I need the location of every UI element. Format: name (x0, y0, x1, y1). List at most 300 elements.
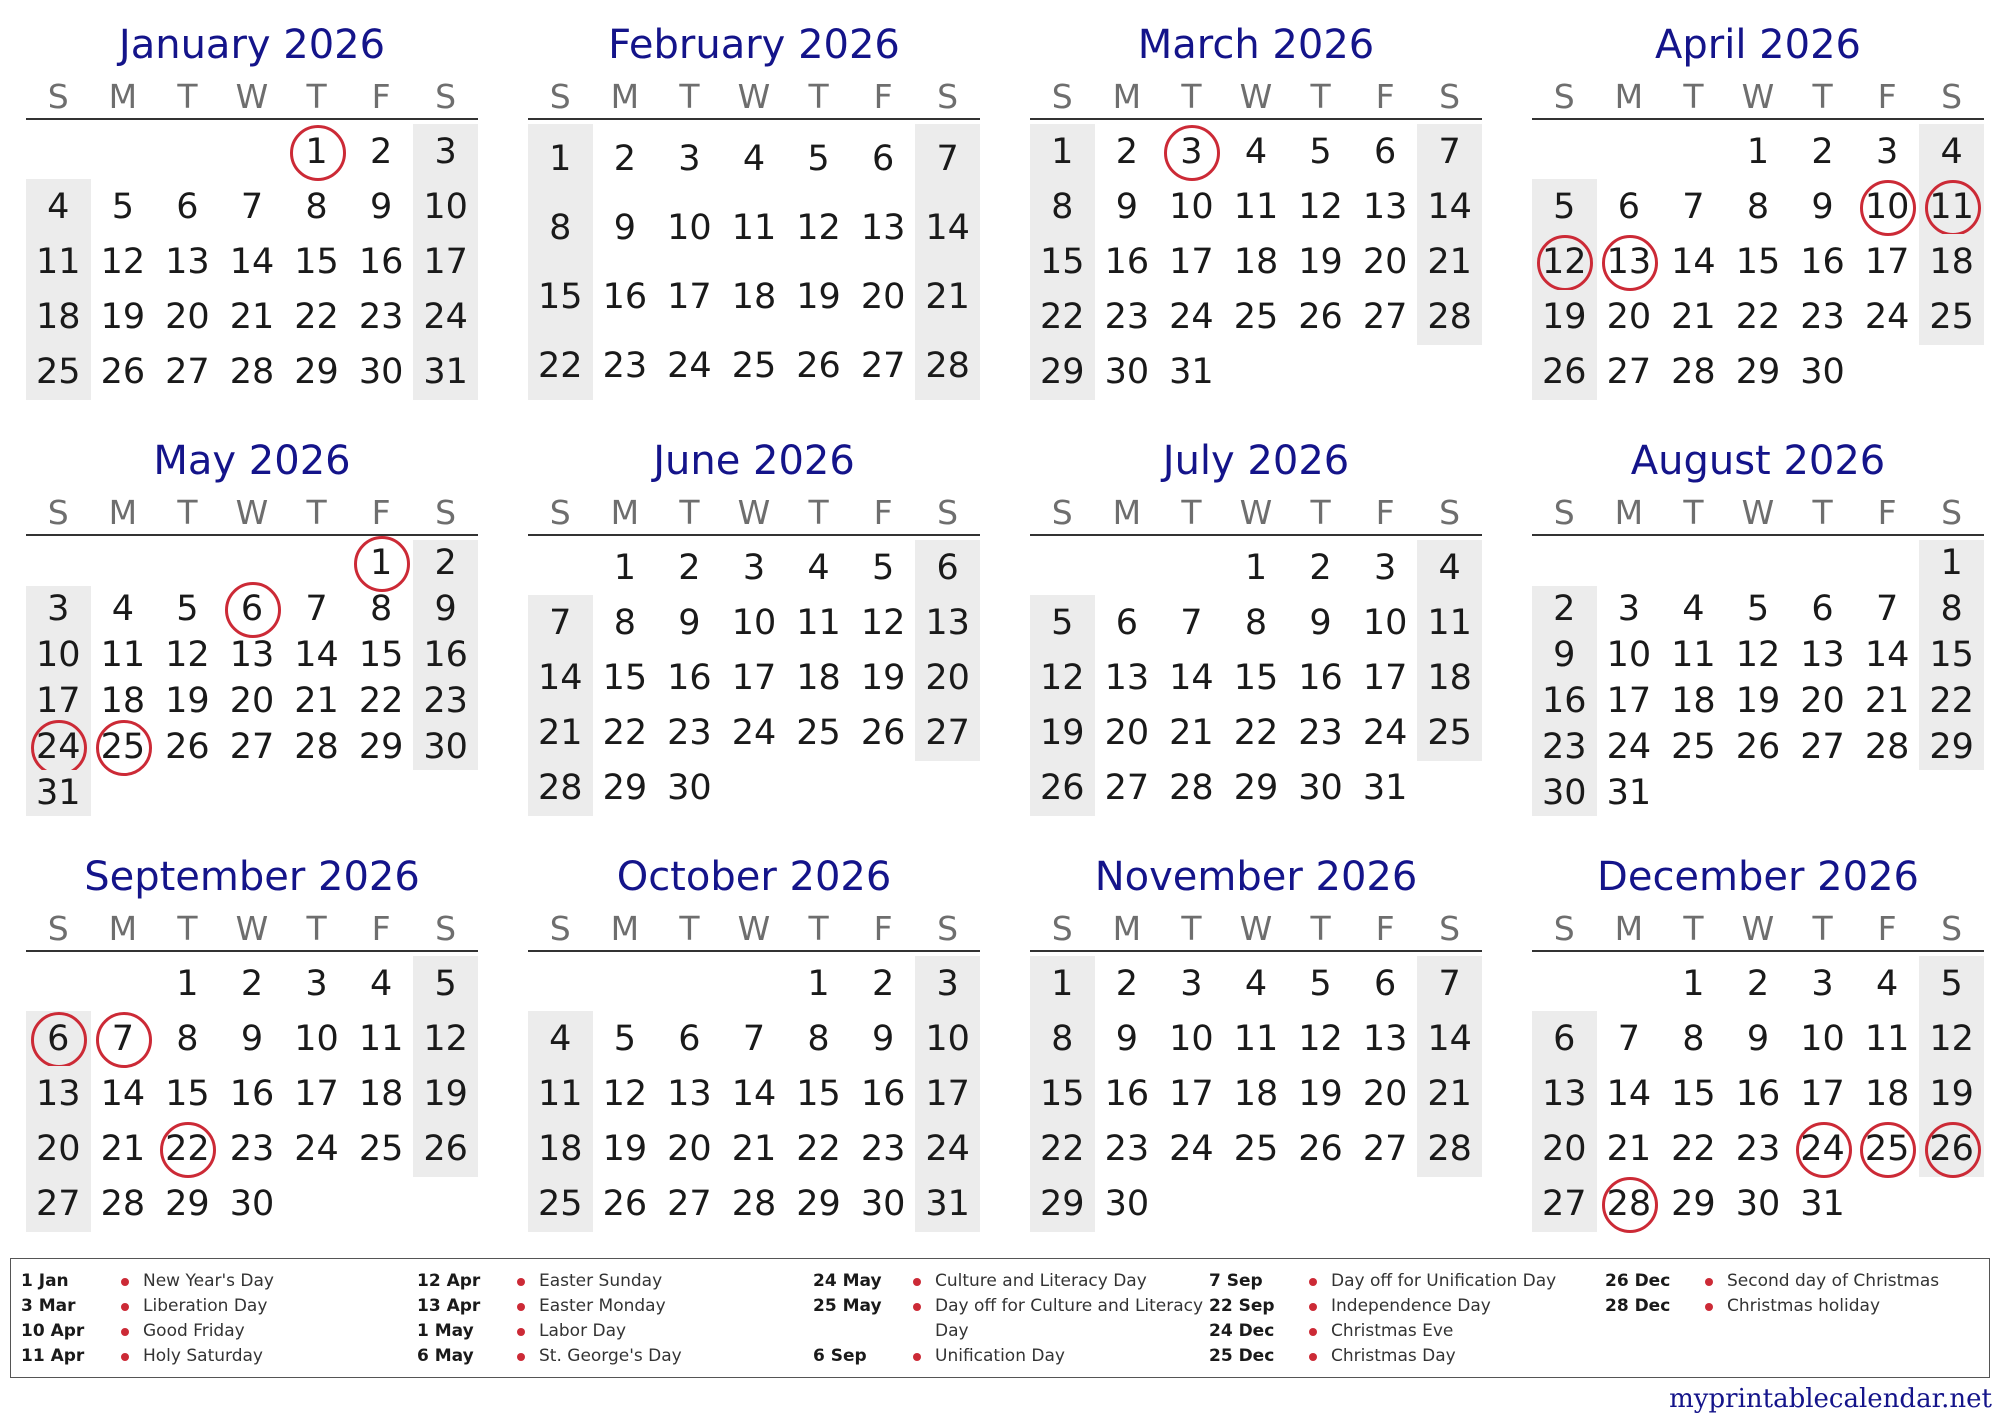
week-row (528, 761, 980, 816)
month-calendar (1030, 12, 1482, 428)
day-cell (1726, 770, 1791, 816)
weekday-label: F (1877, 909, 1897, 948)
week-row (26, 124, 478, 179)
day-cell: 11 (528, 1066, 593, 1121)
day-cell (851, 761, 916, 816)
day-cell: 29 (165, 1184, 210, 1225)
weekday-label: W (1741, 909, 1775, 948)
day-cell: 21 (100, 1129, 146, 1170)
day-cell: 27 (1532, 1177, 1597, 1232)
day-cell: 21 (528, 706, 593, 761)
day-cell: 17 (26, 678, 91, 724)
weekday-label: F (873, 77, 893, 116)
day-cell: 29 (1671, 1184, 1716, 1225)
holiday-dot-icon (913, 1353, 921, 1361)
weekday-label: T (1683, 909, 1704, 948)
week-row (26, 179, 478, 234)
day-cell: 19 (1298, 1074, 1343, 1114)
day-cell: 25 (1233, 297, 1279, 338)
day-cell (1532, 540, 1597, 586)
weekday-label: S (549, 77, 571, 116)
day-cell: 4 (807, 547, 830, 588)
legend-item (21, 1344, 417, 1369)
day-cell: 6 (1532, 1011, 1597, 1066)
day-cell (26, 124, 91, 179)
day-cell (284, 770, 349, 816)
legend-column (1605, 1269, 2000, 1377)
day-cell: 18 (26, 290, 91, 345)
day-cell: 2 (1115, 963, 1138, 1004)
weekday-label: T (306, 493, 327, 532)
day-cell: 21 (1606, 1129, 1652, 1170)
day-cell: 10 (1362, 602, 1408, 643)
holiday-name: Day off for Culture and Literacy Day (935, 1296, 1204, 1341)
day-cell: 18 (796, 658, 841, 698)
day-cell: 6 (1373, 131, 1397, 172)
week-row (528, 262, 980, 331)
day-cell: 30 (1532, 770, 1597, 816)
day-cell: 5 (871, 547, 895, 588)
day-cell: 21 (1169, 713, 1214, 754)
day-cell: 1 (176, 963, 199, 1004)
week-row (26, 956, 478, 1011)
day-cell: 13 (1362, 186, 1408, 227)
day-cell: 16 (413, 632, 478, 678)
day-cell (1919, 770, 1984, 816)
day-cell: 12 (1298, 186, 1343, 227)
legend-item (813, 1269, 1209, 1294)
day-cell: 24 (1362, 713, 1408, 754)
day-cell (1224, 345, 1289, 400)
day-cell (91, 770, 156, 816)
day-cell: 9 (1115, 186, 1138, 227)
day-cell: 24 (1606, 727, 1652, 767)
day-cell: 10 (294, 1018, 339, 1059)
holiday-day-cell: 22 (155, 1122, 220, 1177)
day-cell: 7 (1417, 124, 1482, 179)
day-cell: 20 (229, 681, 275, 721)
day-cell: 24 (1864, 297, 1910, 338)
day-cell: 16 (860, 1074, 906, 1114)
weeks-body (528, 956, 980, 1232)
day-cell: 7 (240, 186, 264, 227)
holiday-dot-icon (517, 1353, 525, 1361)
day-cell: 19 (165, 681, 210, 721)
day-cell (1661, 770, 1726, 816)
day-cell: 3 (1180, 963, 1203, 1004)
holiday-date: 24 Dec (1209, 1321, 1275, 1341)
holiday-name: Christmas Day (1331, 1346, 1456, 1366)
day-cell: 11 (100, 635, 146, 675)
month-calendar (1030, 844, 1482, 1260)
day-cell: 11 (358, 1018, 404, 1059)
day-cell: 4 (1417, 540, 1482, 595)
legend-item (813, 1344, 1209, 1369)
day-cell: 12 (100, 242, 146, 282)
day-cell: 8 (613, 602, 636, 643)
holiday-dot-icon (913, 1278, 921, 1286)
week-row (1030, 540, 1482, 595)
weekday-header (26, 78, 478, 120)
day-cell: 3 (742, 547, 766, 588)
day-cell: 27 (1362, 1129, 1408, 1170)
day-cell: 21 (229, 297, 275, 338)
holiday-day-cell: 28 (1597, 1177, 1662, 1232)
week-row (1030, 1011, 1482, 1066)
legend-column (21, 1269, 417, 1377)
month-calendar (1532, 428, 1984, 844)
day-cell: 15 (1233, 658, 1279, 698)
day-cell: 7 (1617, 1018, 1640, 1059)
day-cell: 23 (1104, 297, 1150, 338)
day-cell: 28 (1864, 727, 1910, 767)
weekday-label: T (306, 909, 327, 948)
day-cell: 29 (1919, 724, 1984, 770)
day-cell: 28 (1417, 1122, 1482, 1177)
day-cell (1532, 124, 1597, 179)
week-row (528, 193, 980, 262)
day-cell: 2 (1811, 131, 1834, 172)
weekday-header (1030, 494, 1482, 536)
legend-item (417, 1319, 813, 1344)
day-cell: 11 (796, 602, 841, 643)
day-cell (1855, 1177, 1920, 1232)
day-cell: 31 (1362, 768, 1408, 809)
week-row (26, 345, 478, 400)
month-title: February 2026 (608, 22, 900, 68)
week-row (528, 331, 980, 400)
day-cell: 23 (413, 678, 478, 724)
day-cell: 9 (678, 602, 701, 643)
day-cell: 7 (1875, 589, 1899, 629)
day-cell (1597, 956, 1662, 1011)
day-cell: 1 (1919, 540, 1984, 586)
day-cell: 2 (871, 963, 895, 1004)
day-cell: 25 (1417, 706, 1482, 761)
day-cell (1417, 761, 1482, 816)
day-cell: 16 (602, 276, 648, 317)
day-cell (1855, 540, 1920, 586)
day-cell: 1 (1030, 124, 1095, 179)
week-row (1030, 650, 1482, 705)
weekday-label: F (371, 493, 391, 532)
weekday-label: W (235, 493, 269, 532)
weekday-label: T (1812, 909, 1833, 948)
holiday-dot-icon (121, 1278, 129, 1286)
day-cell: 1 (528, 124, 593, 193)
day-cell: 18 (358, 1074, 404, 1114)
day-cell (1661, 124, 1726, 179)
day-cell: 21 (1417, 234, 1482, 289)
holiday-day-cell: 7 (91, 1011, 156, 1066)
day-cell: 4 (1244, 131, 1268, 172)
weekday-header (1532, 494, 1984, 536)
day-cell: 27 (26, 1177, 91, 1232)
day-cell: 28 (1671, 352, 1716, 393)
day-cell (528, 956, 593, 1011)
day-cell: 27 (1362, 297, 1408, 338)
month-calendar (1532, 844, 1984, 1260)
day-cell: 3 (1811, 963, 1834, 1004)
day-cell: 25 (1233, 1129, 1279, 1170)
day-cell: 20 (667, 1129, 712, 1170)
day-cell: 26 (413, 1122, 478, 1177)
weekday-label: M (610, 493, 640, 532)
weekday-header (1532, 910, 1984, 952)
weekday-label: S (47, 493, 69, 532)
day-cell: 13 (915, 595, 980, 650)
day-cell: 7 (1417, 956, 1482, 1011)
weeks-body (1532, 540, 1984, 816)
weekday-label: T (808, 909, 829, 948)
weekday-label: M (108, 909, 138, 948)
day-cell: 12 (860, 602, 906, 643)
day-cell: 8 (1746, 186, 1770, 227)
day-cell: 25 (1671, 727, 1716, 767)
day-cell: 12 (1735, 635, 1781, 675)
week-row (1532, 1122, 1984, 1177)
holiday-day-cell: 24 (26, 724, 91, 770)
week-row (528, 956, 980, 1011)
weekday-label: S (1051, 77, 1073, 116)
month-calendar (528, 12, 980, 428)
legend-item (417, 1344, 813, 1369)
day-cell: 30 (1298, 768, 1343, 809)
holiday-day-cell: 1 (284, 124, 349, 179)
day-cell: 17 (1362, 658, 1408, 698)
day-cell: 20 (26, 1122, 91, 1177)
day-cell: 9 (1746, 1018, 1770, 1059)
day-cell: 22 (528, 331, 593, 400)
day-cell: 15 (796, 1074, 841, 1114)
weekday-label: W (235, 909, 269, 948)
weekday-label: S (1553, 493, 1575, 532)
day-cell: 22 (602, 713, 648, 754)
day-cell: 9 (1309, 602, 1332, 643)
day-cell: 20 (1104, 713, 1150, 754)
day-cell: 28 (294, 727, 339, 767)
day-cell: 4 (1682, 589, 1705, 629)
holiday-name: Easter Monday (539, 1296, 666, 1316)
month-title: December 2026 (1597, 854, 1919, 900)
day-cell: 18 (731, 276, 777, 317)
weeks-body (1532, 956, 1984, 1232)
week-row (1030, 234, 1482, 289)
day-cell: 16 (229, 1074, 275, 1114)
weekday-label: F (1375, 77, 1395, 116)
weekday-label: F (873, 493, 893, 532)
legend-item (21, 1319, 417, 1344)
day-cell (528, 540, 593, 595)
day-cell: 20 (1362, 242, 1408, 282)
day-cell: 28 (915, 331, 980, 400)
holiday-date: 26 Dec (1605, 1271, 1671, 1291)
week-row (26, 290, 478, 345)
day-cell (284, 1177, 349, 1232)
day-cell: 1 (807, 963, 830, 1004)
site-brand: myprintablecalendar.net (1669, 1384, 1992, 1414)
day-cell: 30 (358, 352, 404, 393)
week-row (1532, 1011, 1984, 1066)
weekday-label: T (1683, 77, 1704, 116)
day-cell: 27 (860, 345, 906, 386)
day-cell: 21 (294, 681, 339, 721)
day-cell: 11 (1233, 186, 1279, 227)
weekday-label: M (1614, 77, 1644, 116)
day-cell: 25 (358, 1129, 404, 1170)
day-cell: 8 (1682, 1018, 1705, 1059)
day-cell (1532, 956, 1597, 1011)
day-cell (1288, 345, 1353, 400)
holiday-day-cell: 24 (1790, 1122, 1855, 1177)
day-cell (1661, 540, 1726, 586)
holiday-date: 1 Jan (21, 1271, 69, 1291)
day-cell: 26 (860, 713, 906, 754)
day-cell: 5 (1919, 956, 1984, 1011)
weekday-header (26, 494, 478, 536)
day-cell: 5 (613, 1018, 636, 1059)
day-cell: 17 (915, 1066, 980, 1121)
weekday-label: W (1239, 77, 1273, 116)
holiday-dot-icon (121, 1353, 129, 1361)
day-cell: 6 (871, 138, 895, 179)
day-cell: 29 (358, 727, 404, 767)
weekday-label: W (1239, 909, 1273, 948)
day-cell: 12 (1298, 1018, 1343, 1059)
day-cell: 29 (602, 768, 648, 809)
weekday-label: T (306, 77, 327, 116)
day-cell: 2 (369, 131, 393, 172)
day-cell: 25 (528, 1177, 593, 1232)
day-cell: 10 (731, 602, 777, 643)
legend-item (1209, 1319, 1605, 1344)
holiday-dot-icon (1705, 1303, 1713, 1311)
weekday-label: S (435, 77, 457, 116)
day-cell: 15 (1671, 1074, 1716, 1114)
day-cell: 18 (1417, 650, 1482, 705)
day-cell: 8 (528, 193, 593, 262)
day-cell (349, 770, 414, 816)
day-cell: 3 (678, 138, 701, 179)
holiday-dot-icon (121, 1303, 129, 1311)
weekday-label: F (1375, 909, 1395, 948)
day-cell: 7 (1180, 602, 1203, 643)
week-row (26, 724, 478, 770)
day-cell: 4 (1244, 963, 1268, 1004)
day-cell: 13 (229, 635, 275, 675)
day-cell (1919, 345, 1984, 400)
day-cell (1417, 345, 1482, 400)
month-title: January 2026 (118, 22, 386, 68)
day-cell: 27 (1800, 727, 1845, 767)
day-cell: 6 (678, 1018, 701, 1059)
day-cell: 15 (358, 635, 404, 675)
day-cell: 2 (413, 540, 478, 586)
month-calendar (1030, 428, 1482, 844)
weekday-label: T (1181, 909, 1202, 948)
holiday-date: 10 Apr (21, 1321, 85, 1341)
day-cell (1919, 1177, 1984, 1232)
month-title: June 2026 (653, 438, 855, 484)
day-cell: 15 (528, 262, 593, 331)
day-cell: 17 (294, 1074, 339, 1114)
weekday-label: M (1614, 493, 1644, 532)
month-title: November 2026 (1094, 854, 1418, 900)
week-row (1532, 540, 1984, 586)
weekday-label: S (47, 77, 69, 116)
day-cell (91, 124, 156, 179)
week-row (26, 586, 478, 632)
day-cell: 23 (1104, 1129, 1150, 1170)
weekday-label: S (435, 493, 457, 532)
day-cell: 17 (667, 276, 712, 317)
holiday-day-cell: 25 (91, 724, 156, 770)
day-cell: 9 (1115, 1018, 1138, 1059)
weekday-label: T (679, 77, 700, 116)
day-cell: 13 (860, 207, 906, 248)
day-cell (220, 540, 285, 586)
weekday-label: S (1553, 77, 1575, 116)
day-cell: 18 (1233, 1074, 1279, 1114)
weekday-label: T (1683, 493, 1704, 532)
day-cell: 13 (26, 1066, 91, 1121)
week-row (1532, 956, 1984, 1011)
day-cell: 21 (1417, 1066, 1482, 1121)
holiday-dot-icon (1309, 1328, 1317, 1336)
day-cell: 15 (1030, 234, 1095, 289)
day-cell: 14 (1417, 179, 1482, 234)
legend-item (21, 1269, 417, 1294)
day-cell: 10 (1606, 635, 1652, 675)
day-cell: 19 (1919, 1066, 1984, 1121)
day-cell: 24 (667, 345, 712, 386)
holiday-name: Culture and Literacy Day (935, 1271, 1147, 1291)
day-cell: 7 (742, 1018, 766, 1059)
holiday-name: Easter Sunday (539, 1271, 663, 1291)
day-cell (1353, 1177, 1418, 1232)
day-cell: 2 (240, 963, 264, 1004)
weekday-label: F (1877, 493, 1897, 532)
day-cell (349, 1177, 414, 1232)
weekday-label: T (1310, 77, 1331, 116)
month-calendar (26, 844, 478, 1260)
holiday-name: Independence Day (1331, 1296, 1491, 1316)
holiday-date: 13 Apr (417, 1296, 481, 1316)
day-cell: 25 (731, 345, 777, 386)
month-calendar (26, 12, 478, 428)
day-cell: 8 (1030, 1011, 1095, 1066)
day-cell: 12 (1919, 1011, 1984, 1066)
day-cell: 11 (731, 207, 777, 248)
holiday-day-cell: 12 (1532, 234, 1597, 289)
day-cell (155, 124, 220, 179)
legend-item (1209, 1269, 1605, 1294)
legend-item (417, 1269, 813, 1294)
day-cell: 6 (915, 540, 980, 595)
day-cell: 21 (731, 1129, 777, 1170)
day-cell (1790, 540, 1855, 586)
week-row (528, 1177, 980, 1232)
weekday-header (1532, 78, 1984, 120)
day-cell: 6 (176, 186, 199, 227)
holiday-name: Christmas Eve (1331, 1321, 1454, 1341)
day-cell: 26 (100, 352, 146, 393)
day-cell: 19 (413, 1066, 478, 1121)
day-cell (657, 956, 722, 1011)
day-cell: 3 (1373, 547, 1397, 588)
day-cell (1353, 345, 1418, 400)
day-cell: 15 (1919, 632, 1984, 678)
